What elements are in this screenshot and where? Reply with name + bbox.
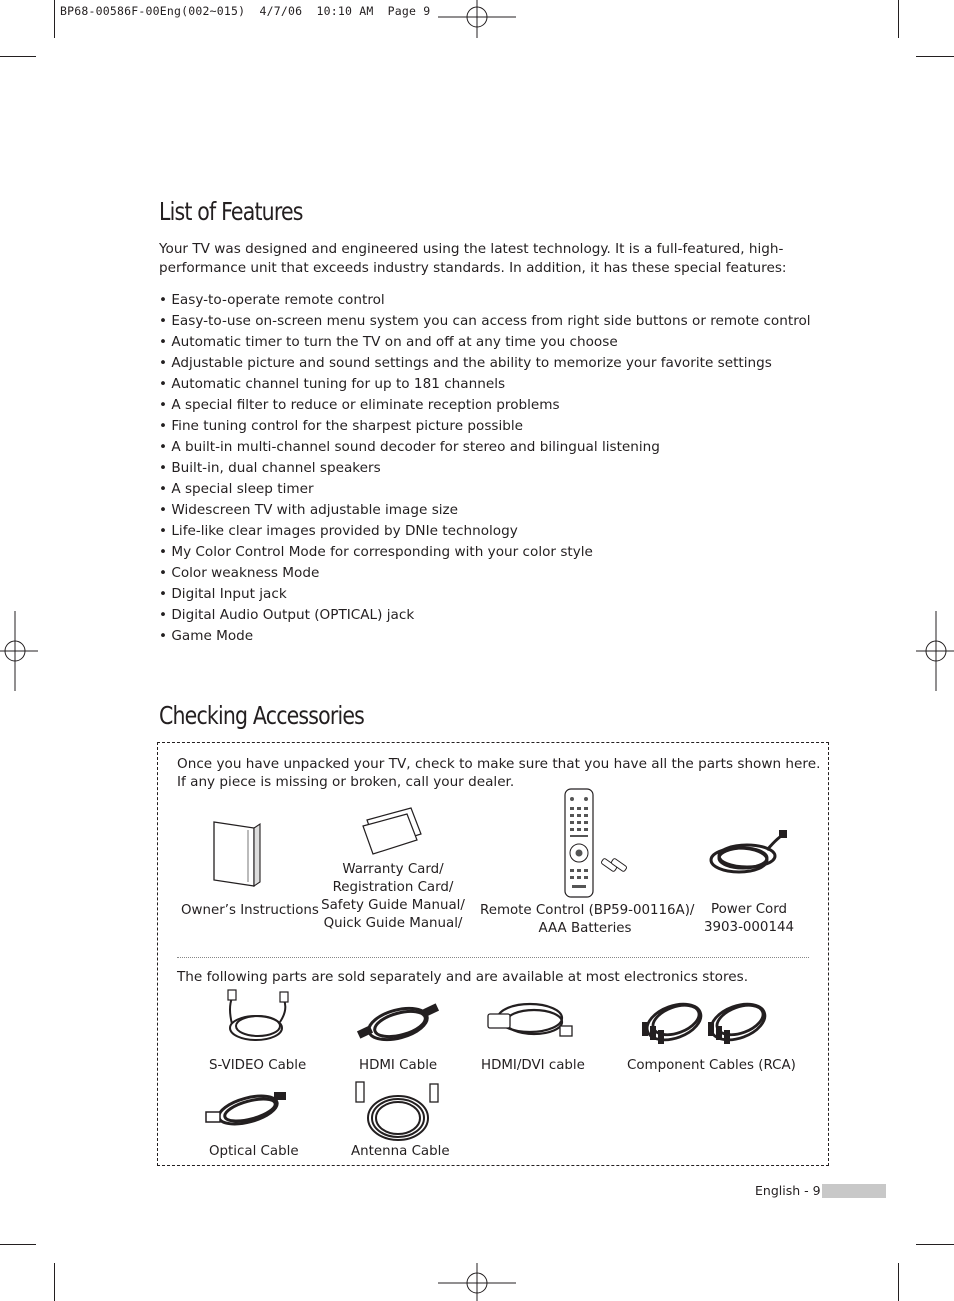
warranty-line: Registration Card/: [332, 880, 454, 895]
features-intro: Your TV was designed and engineered using the latest technology. It is a full-featured, high-performance unit that exceeds industry standards. In addition, it has these special features:: [159, 241, 787, 276]
list-item: • Game Mode: [159, 628, 254, 644]
antenna-cable-icon: [354, 1082, 440, 1144]
optical-cable-icon: [204, 1088, 290, 1132]
remote-line: AAA Batteries: [538, 921, 632, 936]
list-item: • Adjustable picture and sound settings and the ability to memorize your favorite settings: [159, 355, 772, 371]
list-item: • Life-like clear images provided by DNIe technology: [159, 523, 518, 539]
warranty-line: Quick Guide Manual/: [323, 916, 463, 931]
list-item: • A special sleep timer: [159, 481, 314, 497]
remote-label: [480, 902, 695, 938]
power-cord-label: [700, 901, 798, 937]
hdmi-cable-icon: [354, 996, 442, 1050]
accessories-intro-line1: Once you have unpacked your TV, check to make sure that you have all the parts shown here.: [177, 756, 821, 772]
divider: [177, 957, 809, 958]
list-item: • Automatic timer to turn the TV on and off at any time you choose: [159, 334, 618, 350]
power-cord-line: Power Cord: [710, 902, 788, 917]
features-list: [159, 290, 811, 647]
list-item: • Digital Input jack: [159, 586, 287, 602]
svideo-cable-icon: [218, 990, 292, 1048]
registration-mark-left: [0, 611, 38, 691]
remote-control-icon: [563, 787, 595, 899]
warranty-line: Safety Guide Manual/: [321, 898, 465, 913]
component-cables-icon: [640, 992, 774, 1050]
power-cord-icon: [705, 830, 789, 880]
warranty-card-icon: [361, 804, 425, 854]
owners-instructions-icon: [210, 818, 262, 890]
printer-slug: BP68-00586F-00Eng(002~015) 4/7/06 10:10 AM Page 9: [60, 4, 431, 18]
list-item: • Automatic channel tuning for up to 181 channels: [159, 376, 506, 392]
list-item: • Digital Audio Output (OPTICAL) jack: [159, 607, 415, 623]
optical-label: Optical Cable: [209, 1144, 299, 1159]
list-item: • A built-in multi-channel sound decoder for stereo and bilingual listening: [159, 439, 660, 455]
list-item: • Easy-to-use on-screen menu system you can access from right side buttons or remote control: [159, 313, 811, 329]
registration-mark-bottom: [438, 1263, 516, 1301]
remote-line: Remote Control (BP59-00116A)/: [480, 903, 695, 918]
hdmi-dvi-label: HDMI/DVI cable: [481, 1058, 585, 1073]
registration-mark-top: [438, 0, 516, 38]
footer-bar: [822, 1184, 886, 1198]
list-item: • Built-in, dual channel speakers: [159, 460, 381, 476]
component-label: Component Cables (RCA): [627, 1058, 796, 1073]
list-item: • Easy-to-operate remote control: [159, 292, 385, 308]
warranty-line: Warranty Card/: [342, 862, 444, 877]
aaa-batteries-icon: [599, 854, 629, 876]
hdmi-dvi-cable-icon: [486, 994, 576, 1048]
registration-mark-right: [916, 611, 954, 691]
accessories-heading: Checking Accessories: [159, 701, 365, 730]
list-item: • Widescreen TV with adjustable image size: [159, 502, 459, 518]
list-item: • Color weakness Mode: [159, 565, 320, 581]
owners-instructions-label: Owner’s Instructions: [181, 903, 319, 918]
separate-note: The following parts are sold separately and are available at most electronics stores.: [177, 969, 749, 985]
list-item: • My Color Control Mode for corresponding with your color style: [159, 544, 593, 560]
svideo-label: S-VIDEO Cable: [209, 1058, 307, 1073]
list-item: • A special filter to reduce or eliminate reception problems: [159, 397, 560, 413]
warranty-label: [318, 861, 468, 933]
page-number: English - 9: [755, 1183, 821, 1198]
accessories-intro-line2: If any piece is missing or broken, call your dealer.: [177, 774, 515, 790]
power-cord-line: 3903-000144: [703, 920, 795, 935]
antenna-label: Antenna Cable: [351, 1144, 450, 1159]
list-item: • Fine tuning control for the sharpest picture possible: [159, 418, 524, 434]
hdmi-label: HDMI Cable: [359, 1058, 438, 1073]
features-heading: List of Features: [159, 197, 303, 226]
